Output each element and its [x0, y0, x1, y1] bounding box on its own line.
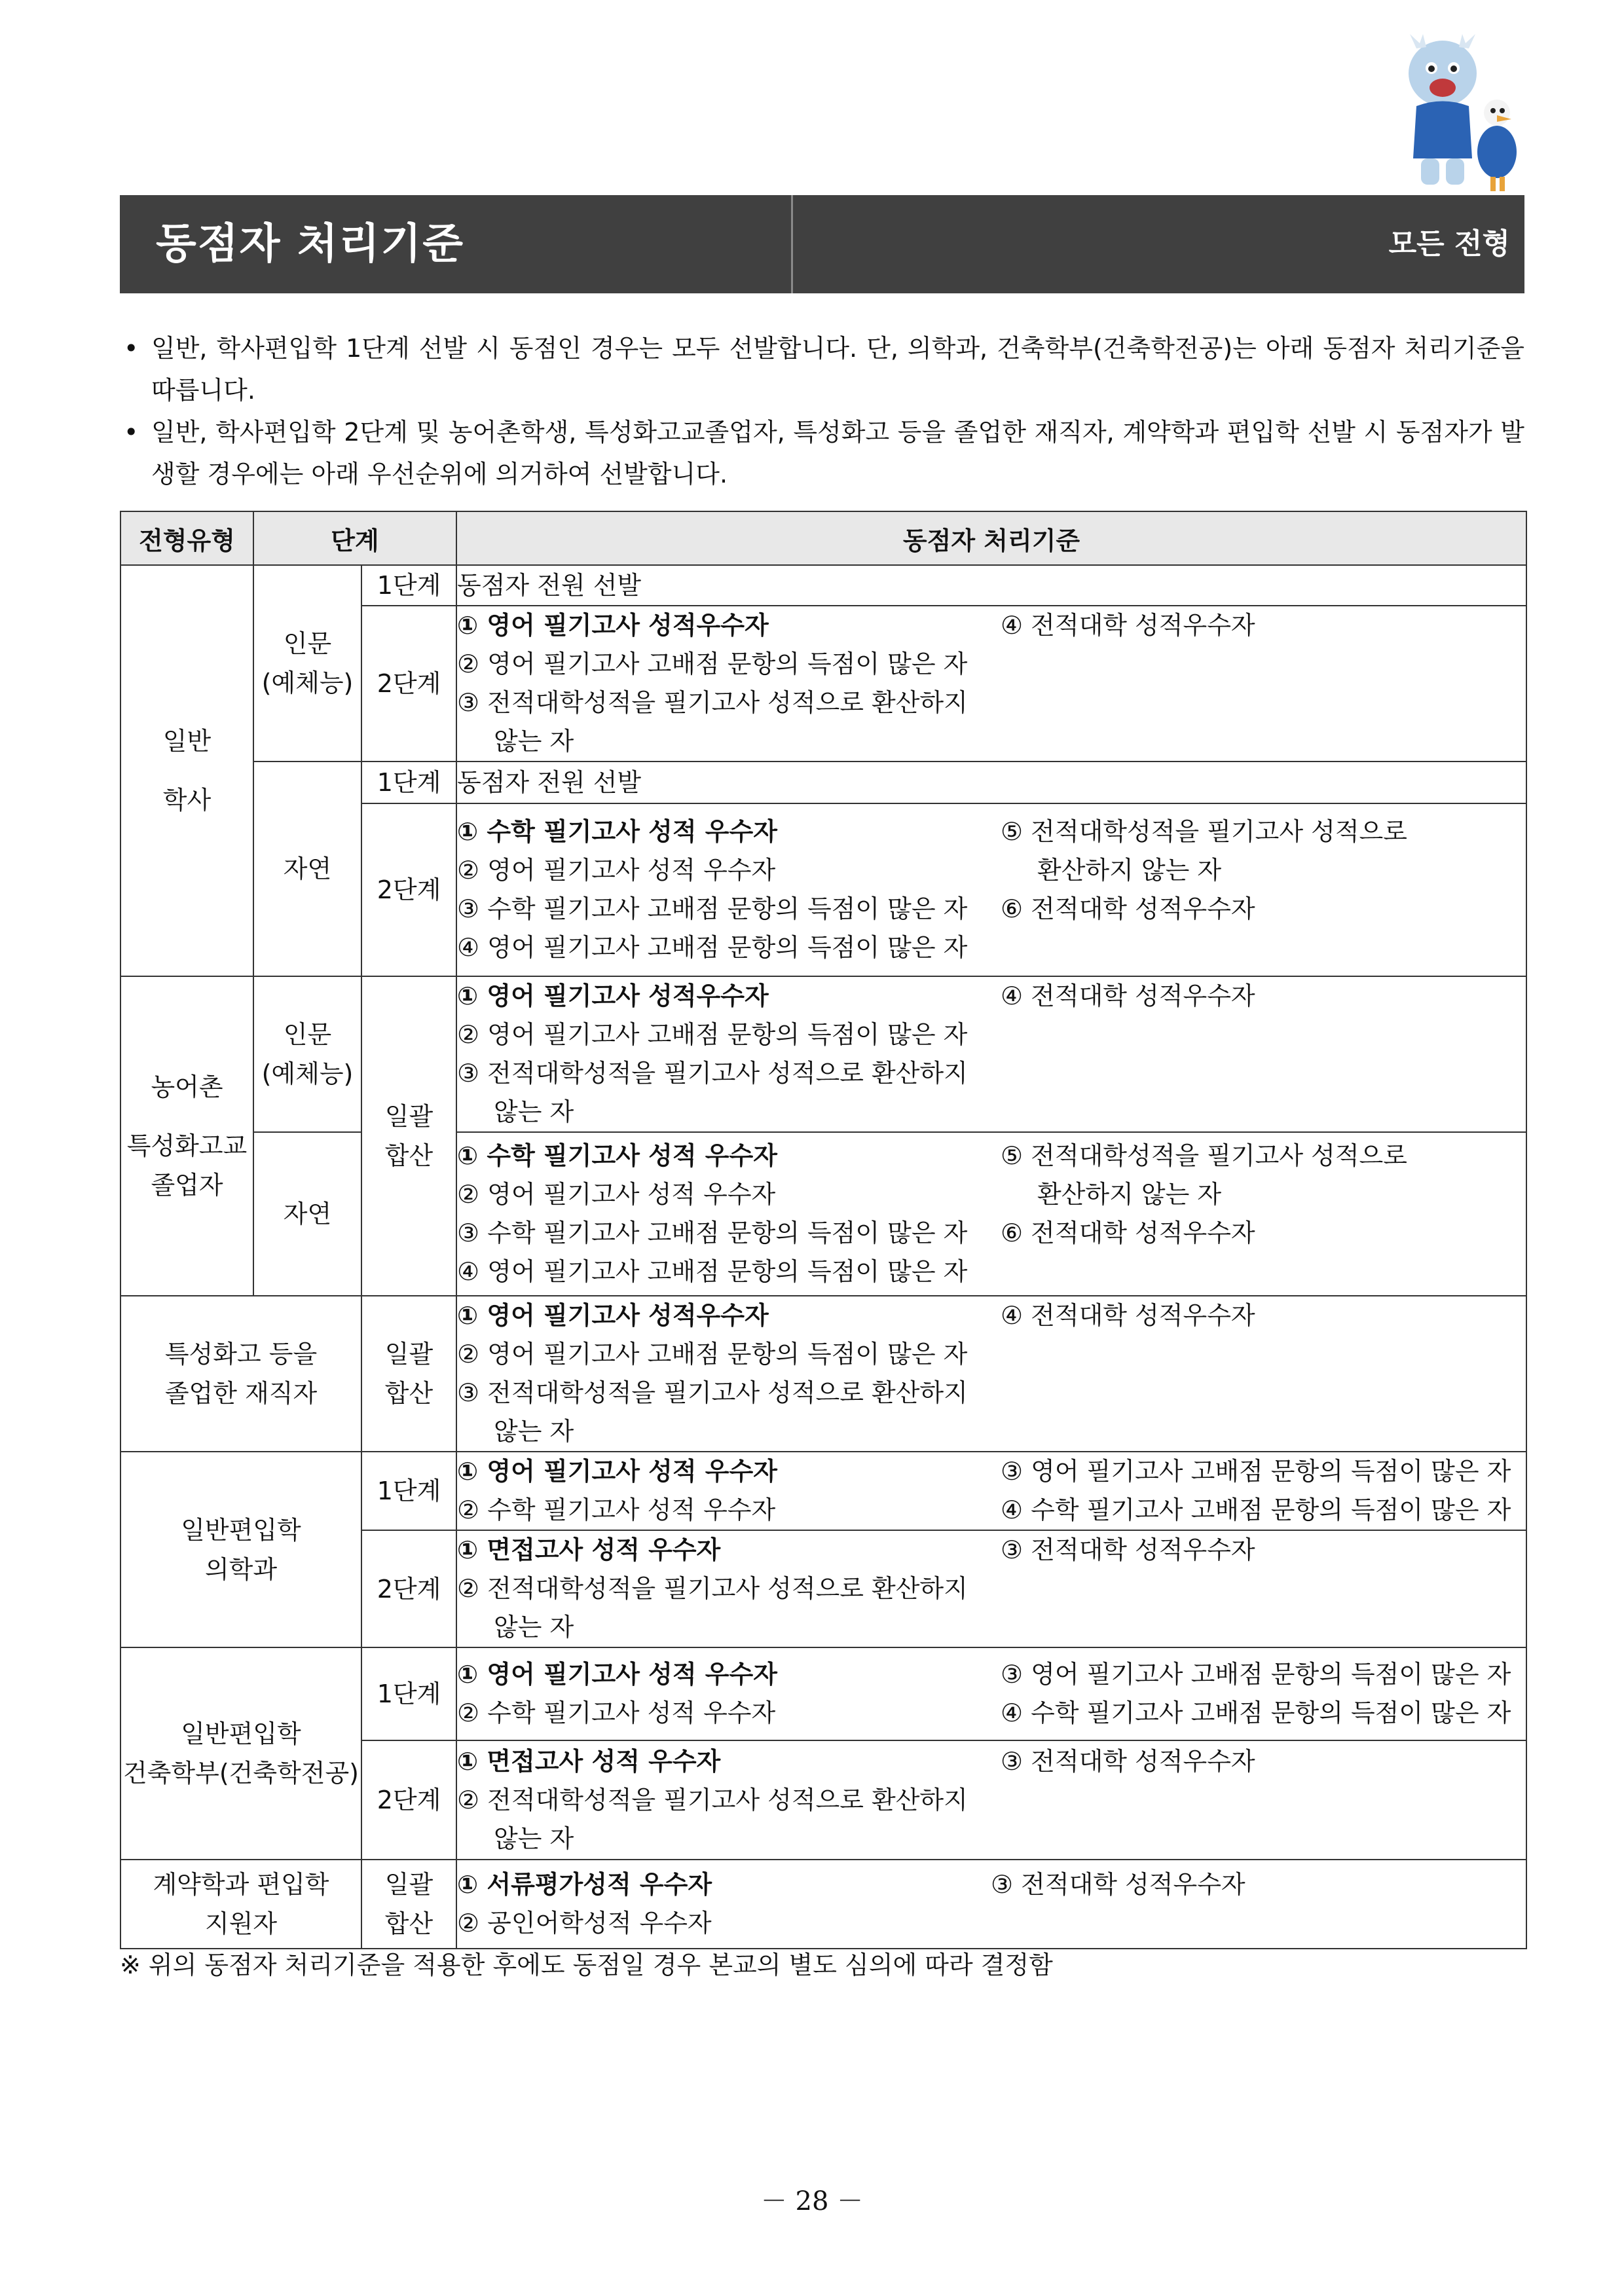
track-cell: 자연 — [253, 1132, 361, 1296]
type-cell: 일반편입학 의학과 — [120, 1452, 361, 1647]
type-cell: 계약학과 편입학 지원자 — [120, 1860, 361, 1949]
track-cell: 자연 — [253, 762, 361, 976]
mascot-illustration — [1380, 34, 1524, 198]
section-tag: 모든 전형 — [1388, 227, 1510, 261]
criteria-cell: ① 영어 필기고사 성적우수자 ② 영어 필기고사 고배점 문항의 득점이 많은 자 ③ 전적대학성적을 필기고사 성적으로 환산하지 않는 자 ④ 전적대학 성적우수자 — [456, 976, 1526, 1132]
stage-cell: 2단계 — [361, 606, 456, 762]
footnote: ※ 위의 동점자 처리기준을 적용한 후에도 동점일 경우 본교의 별도 심의에 따라 결정함 — [120, 1951, 1053, 1979]
stage-cell: 2단계 — [361, 803, 456, 976]
criteria-cell: ① 수학 필기고사 성적 우수자 ② 영어 필기고사 성적 우수자 ③ 수학 필기고사 고배점 문항의 득점이 많은 자 ④ 영어 필기고사 고배점 문항의 득점이 많은 자 ⑤ 전적대학성적을 필기고사 성적으로 환산하지 않는 자 ⑥ 전적대학 성적우수자 — [456, 803, 1526, 976]
section-title: 동점자 처리기준 — [156, 220, 465, 268]
page-number: － 28 － — [760, 2186, 864, 2216]
stage-cell: 2단계 — [361, 1530, 456, 1647]
stage-cell: 1단계 — [361, 1647, 456, 1740]
criteria-cell: ① 면접고사 성적 우수자 ② 전적대학성적을 필기고사 성적으로 환산하지 않는 자 ③ 전적대학 성적우수자 — [456, 1740, 1526, 1860]
stage-cell: 1단계 — [361, 565, 456, 606]
intro-text — [120, 327, 1524, 495]
header-cell: 동점자 처리기준 — [456, 511, 1526, 565]
bullet-item: • 일반, 학사편입학 1단계 선발 시 동점인 경우는 모두 선발합니다. 단, 의학과, 건축학부(건축학전공)는 아래 동점자 처리기준을 따릅니다. — [124, 334, 1524, 405]
stage-cell: 1단계 — [361, 762, 456, 803]
criteria-cell: 동점자 전원 선발 — [456, 762, 1526, 803]
criteria-cell: ① 영어 필기고사 성적우수자 ② 영어 필기고사 고배점 문항의 득점이 많은 자 ③ 전적대학성적을 필기고사 성적으로 환산하지 않는 자 ④ 전적대학 성적우수자 — [456, 606, 1526, 762]
track-cell: 인문 (예체능) — [253, 565, 361, 762]
tie-breaker-table — [120, 511, 1527, 1949]
criteria-cell: ① 수학 필기고사 성적 우수자 ② 영어 필기고사 성적 우수자 ③ 수학 필기고사 고배점 문항의 득점이 많은 자 ④ 영어 필기고사 고배점 문항의 득점이 많은 자 ⑤ 전적대학성적을 필기고사 성적으로 환산하지 않는 자 ⑥ 전적대학 성적우수자 — [456, 1132, 1526, 1296]
criteria-cell: ① 영어 필기고사 성적 우수자 ② 수학 필기고사 성적 우수자 ③ 영어 필기고사 고배점 문항의 득점이 많은 자 ④ 수학 필기고사 고배점 문항의 득점이 많은 자 — [456, 1647, 1526, 1740]
criteria-cell: ① 영어 필기고사 성적우수자 ② 영어 필기고사 고배점 문항의 득점이 많은 자 ③ 전적대학성적을 필기고사 성적으로 환산하지 않는 자 ④ 전적대학 성적우수자 — [456, 1296, 1526, 1452]
header-cell: 단계 — [253, 511, 456, 565]
stage-cell: 일괄 합산 — [361, 1296, 456, 1452]
stage-cell: 일괄 합산 — [361, 1860, 456, 1949]
type-cell: 일반편입학 건축학부(건축학전공) — [120, 1647, 361, 1860]
stage-cell: 1단계 — [361, 1452, 456, 1530]
criteria-cell: 동점자 전원 선발 — [456, 565, 1526, 606]
criteria-cell: ① 영어 필기고사 성적 우수자 ② 수학 필기고사 성적 우수자 ③ 영어 필기고사 고배점 문항의 득점이 많은 자 ④ 수학 필기고사 고배점 문항의 득점이 많은 자 — [456, 1452, 1526, 1530]
header-cell: 전형유형 — [120, 511, 253, 565]
type-cell: 특성화고 등을 졸업한 재직자 — [120, 1296, 361, 1452]
type-cell: 일반 학사 — [120, 565, 253, 976]
bullet-item: • 일반, 학사편입학 2단계 및 농어촌학생, 특성화고교졸업자, 특성화고 등을 졸업한 재직자, 계약학과 편입학 선발 시 동점자가 발생할 경우에는 아래 우선순위에 의거하여 선발합니다. — [124, 418, 1524, 488]
criteria-cell: ① 서류평가성적 우수자 ② 공인어학성적 우수자 ③ 전적대학 성적우수자 — [456, 1860, 1526, 1949]
track-cell: 인문 (예체능) — [253, 976, 361, 1132]
type-cell: 농어촌 특성화고교 졸업자 — [120, 976, 253, 1296]
stage-cell: 일괄 합산 — [361, 976, 456, 1296]
stage-cell: 2단계 — [361, 1740, 456, 1860]
section-header — [120, 195, 1524, 293]
criteria-cell: ① 면접고사 성적 우수자 ② 전적대학성적을 필기고사 성적으로 환산하지 않는 자 ③ 전적대학 성적우수자 — [456, 1530, 1526, 1647]
header-divider — [791, 195, 793, 293]
